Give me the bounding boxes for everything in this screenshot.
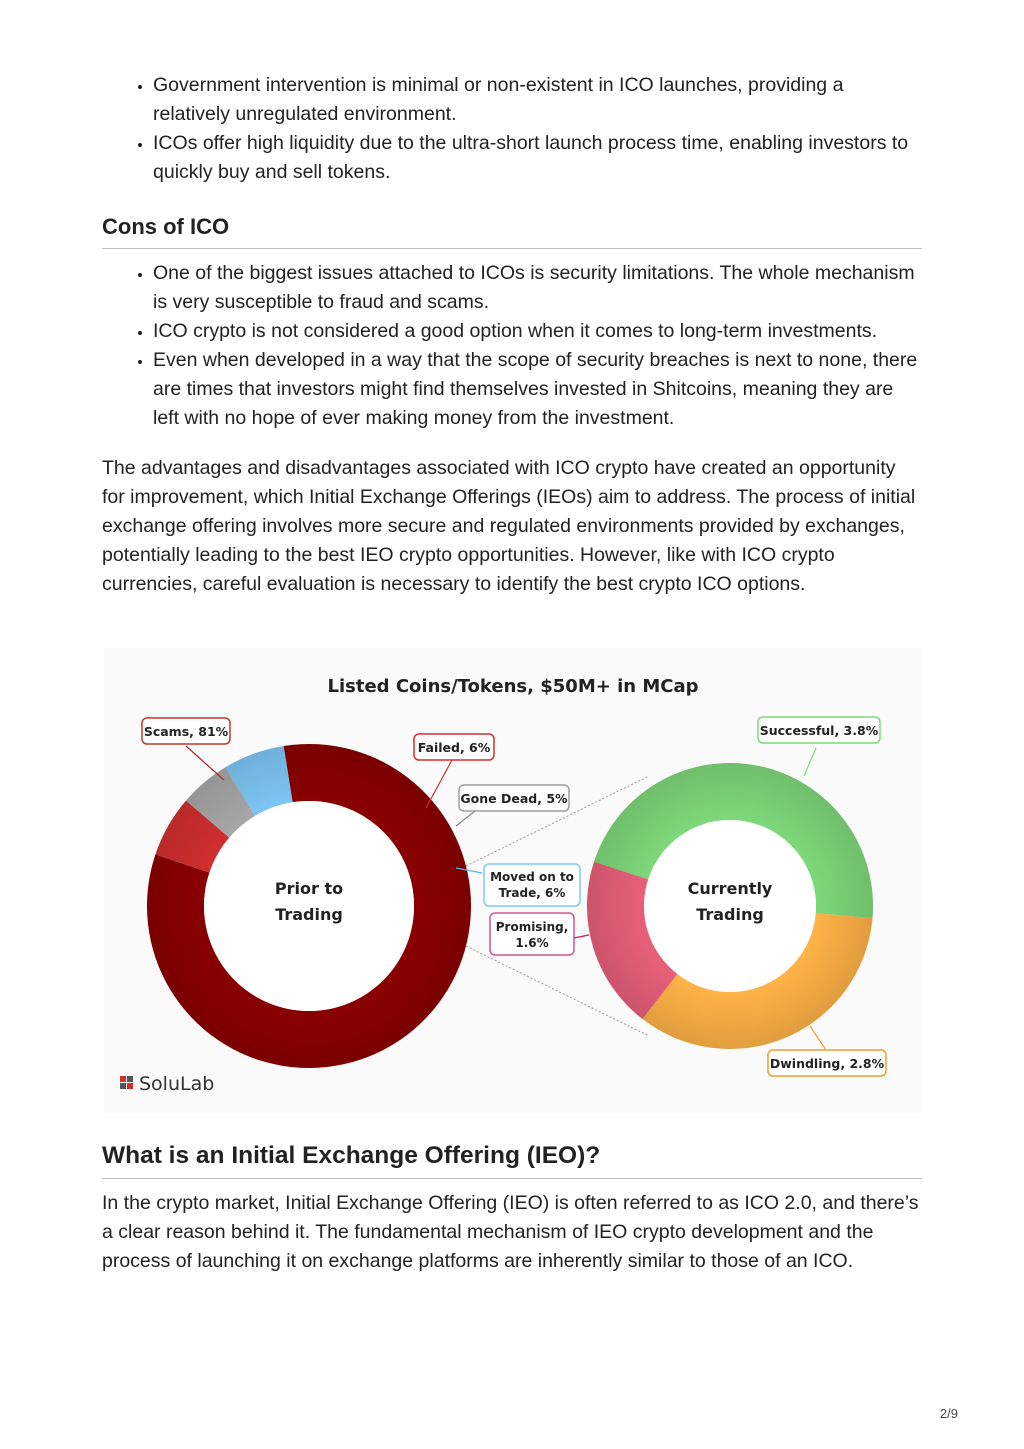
dwindling-label-box (768, 1050, 886, 1076)
dwindling-pointer (810, 1026, 826, 1050)
intro-paragraph: The advantages and disadvantages associated with ICO crypto have created an opportunity for improvement, which Initial Exchange Offerings (IEOs) aim to address. The process of initial exchange offering involves more secure and regulated environments provided by exchanges, potentially leading to the best IEO crypto opportunities. However, like with ICO crypto currencies, careful evaluation is necessary to identify the best crypto ICO options. (102, 457, 916, 595)
failed-label-box (414, 734, 494, 760)
pros-section (102, 71, 922, 187)
pros-list (102, 71, 922, 187)
cons-heading: Cons of ICO (102, 214, 922, 249)
figure-title: Listed Coins/Tokens, $50M+ in MCap (327, 676, 699, 697)
failed-label: Failed, 6% (417, 740, 491, 755)
successful-label: Successful, 3.8% (759, 723, 879, 738)
list-item: • One of the biggest issues attached to ICOs is security limitations. The whole mechanism is very susceptible to fraud and scams. (153, 259, 922, 317)
ieo-section (102, 1142, 922, 1276)
right-center-label-2: Trading (696, 905, 764, 924)
successful-pointer (804, 748, 816, 776)
gone-dead-label: Gone Dead, 5% (460, 791, 568, 806)
ieo-heading: What is an Initial Exchange Offering (IEO)? (102, 1142, 922, 1179)
left-center-label-1: Prior to (274, 879, 344, 898)
list-item: • ICO crypto is not considered a good option when it comes to long-term investments. (153, 317, 922, 346)
solulab-logo (120, 1073, 214, 1095)
ieo-paragraph: In the crypto market, Initial Exchange Offering (IEO) is often referred to as ICO 2.0, and there’s a clear reason behind it. The fundamental mechanism of IEO crypto development and the process of launching it on exchange platforms are inherently similar to those of an ICO. (102, 1192, 919, 1272)
intro-section (102, 454, 922, 599)
list-item: • Even when developed in a way that the scope of security breaches is next to none, there are times that investors might find themselves invested in Shitcoins, meaning they are left with no hope of ever making money from the investment. (153, 346, 922, 433)
cons-section (102, 214, 922, 433)
failed-pointer (426, 760, 452, 808)
scams-label-box (142, 718, 230, 744)
scams-label: Scams, 81% (143, 724, 229, 739)
moved-label-2: Trade, 6% (498, 886, 566, 900)
list-item: • ICOs offer high liquidity due to the ultra-short launch process time, enabling investors to quickly buy and sell tokens. (153, 129, 922, 187)
page-number: 2/9 (939, 1406, 958, 1421)
cons-list (102, 259, 922, 433)
promising-pointer (574, 935, 589, 938)
right-center-label-1: Currently (687, 879, 773, 898)
ico-outcome-figure (104, 648, 922, 1113)
list-item: • Government intervention is minimal or non-existent in ICO launches, providing a relatively unregulated environment. (153, 71, 922, 129)
logo-text: SoluLab (139, 1073, 215, 1095)
scams-pointer (186, 746, 224, 780)
gone-dead-label-box (459, 785, 569, 811)
dwindling-label: Dwindling, 2.8% (769, 1056, 885, 1071)
donut-charts-svg (104, 648, 922, 1113)
promising-label-1: Promising, (495, 920, 569, 934)
successful-label-box (758, 717, 880, 743)
promising-label-2: 1.6% (515, 936, 549, 950)
moved-label-1: Moved on to (490, 870, 574, 884)
left-center-label-2: Trading (275, 905, 343, 924)
moved-label-box (484, 864, 580, 906)
promising-label-box (490, 913, 574, 955)
